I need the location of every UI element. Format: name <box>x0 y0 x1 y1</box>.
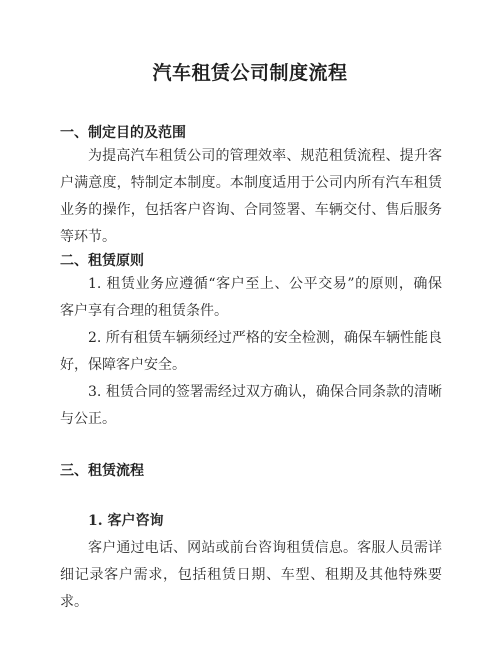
process-paragraph-consultation: 客户通过电话、网站或前台咨询租赁信息。客服人员需详细记录客户需求，包括租赁日期、车型、租期及其他特殊要求。 <box>60 540 442 610</box>
section-paragraph-purpose: 为提高汽车租赁公司的管理效率、规范租赁流程、提升客户满意度，特制定本制度。本制度适用于公司内所有汽车租赁业务的操作，包括客户咨询、合同签署、车辆交付、售后服务等环节。 <box>60 148 442 245</box>
process-subheading-consultation: 1. 客户咨询 <box>88 513 164 529</box>
section-heading-principles: 二、租赁原则 <box>60 253 144 269</box>
principle-item-3: 3. 租赁合同的签署需经过双方确认，确保合同条款的清晰与公正。 <box>60 384 442 427</box>
section-heading-purpose: 一、制定目的及范围 <box>60 125 186 141</box>
document-title: 汽车租赁公司制度流程 <box>152 62 348 84</box>
principle-item-1: 1. 租赁业务应遵循“客户至上、公平交易”的原则，确保客户享有合理的租赁条件。 <box>60 276 442 319</box>
section-heading-process: 三、租赁流程 <box>60 463 144 479</box>
principle-item-2: 2. 所有租赁车辆须经过严格的安全检测，确保车辆性能良好，保障客户安全。 <box>60 330 442 373</box>
